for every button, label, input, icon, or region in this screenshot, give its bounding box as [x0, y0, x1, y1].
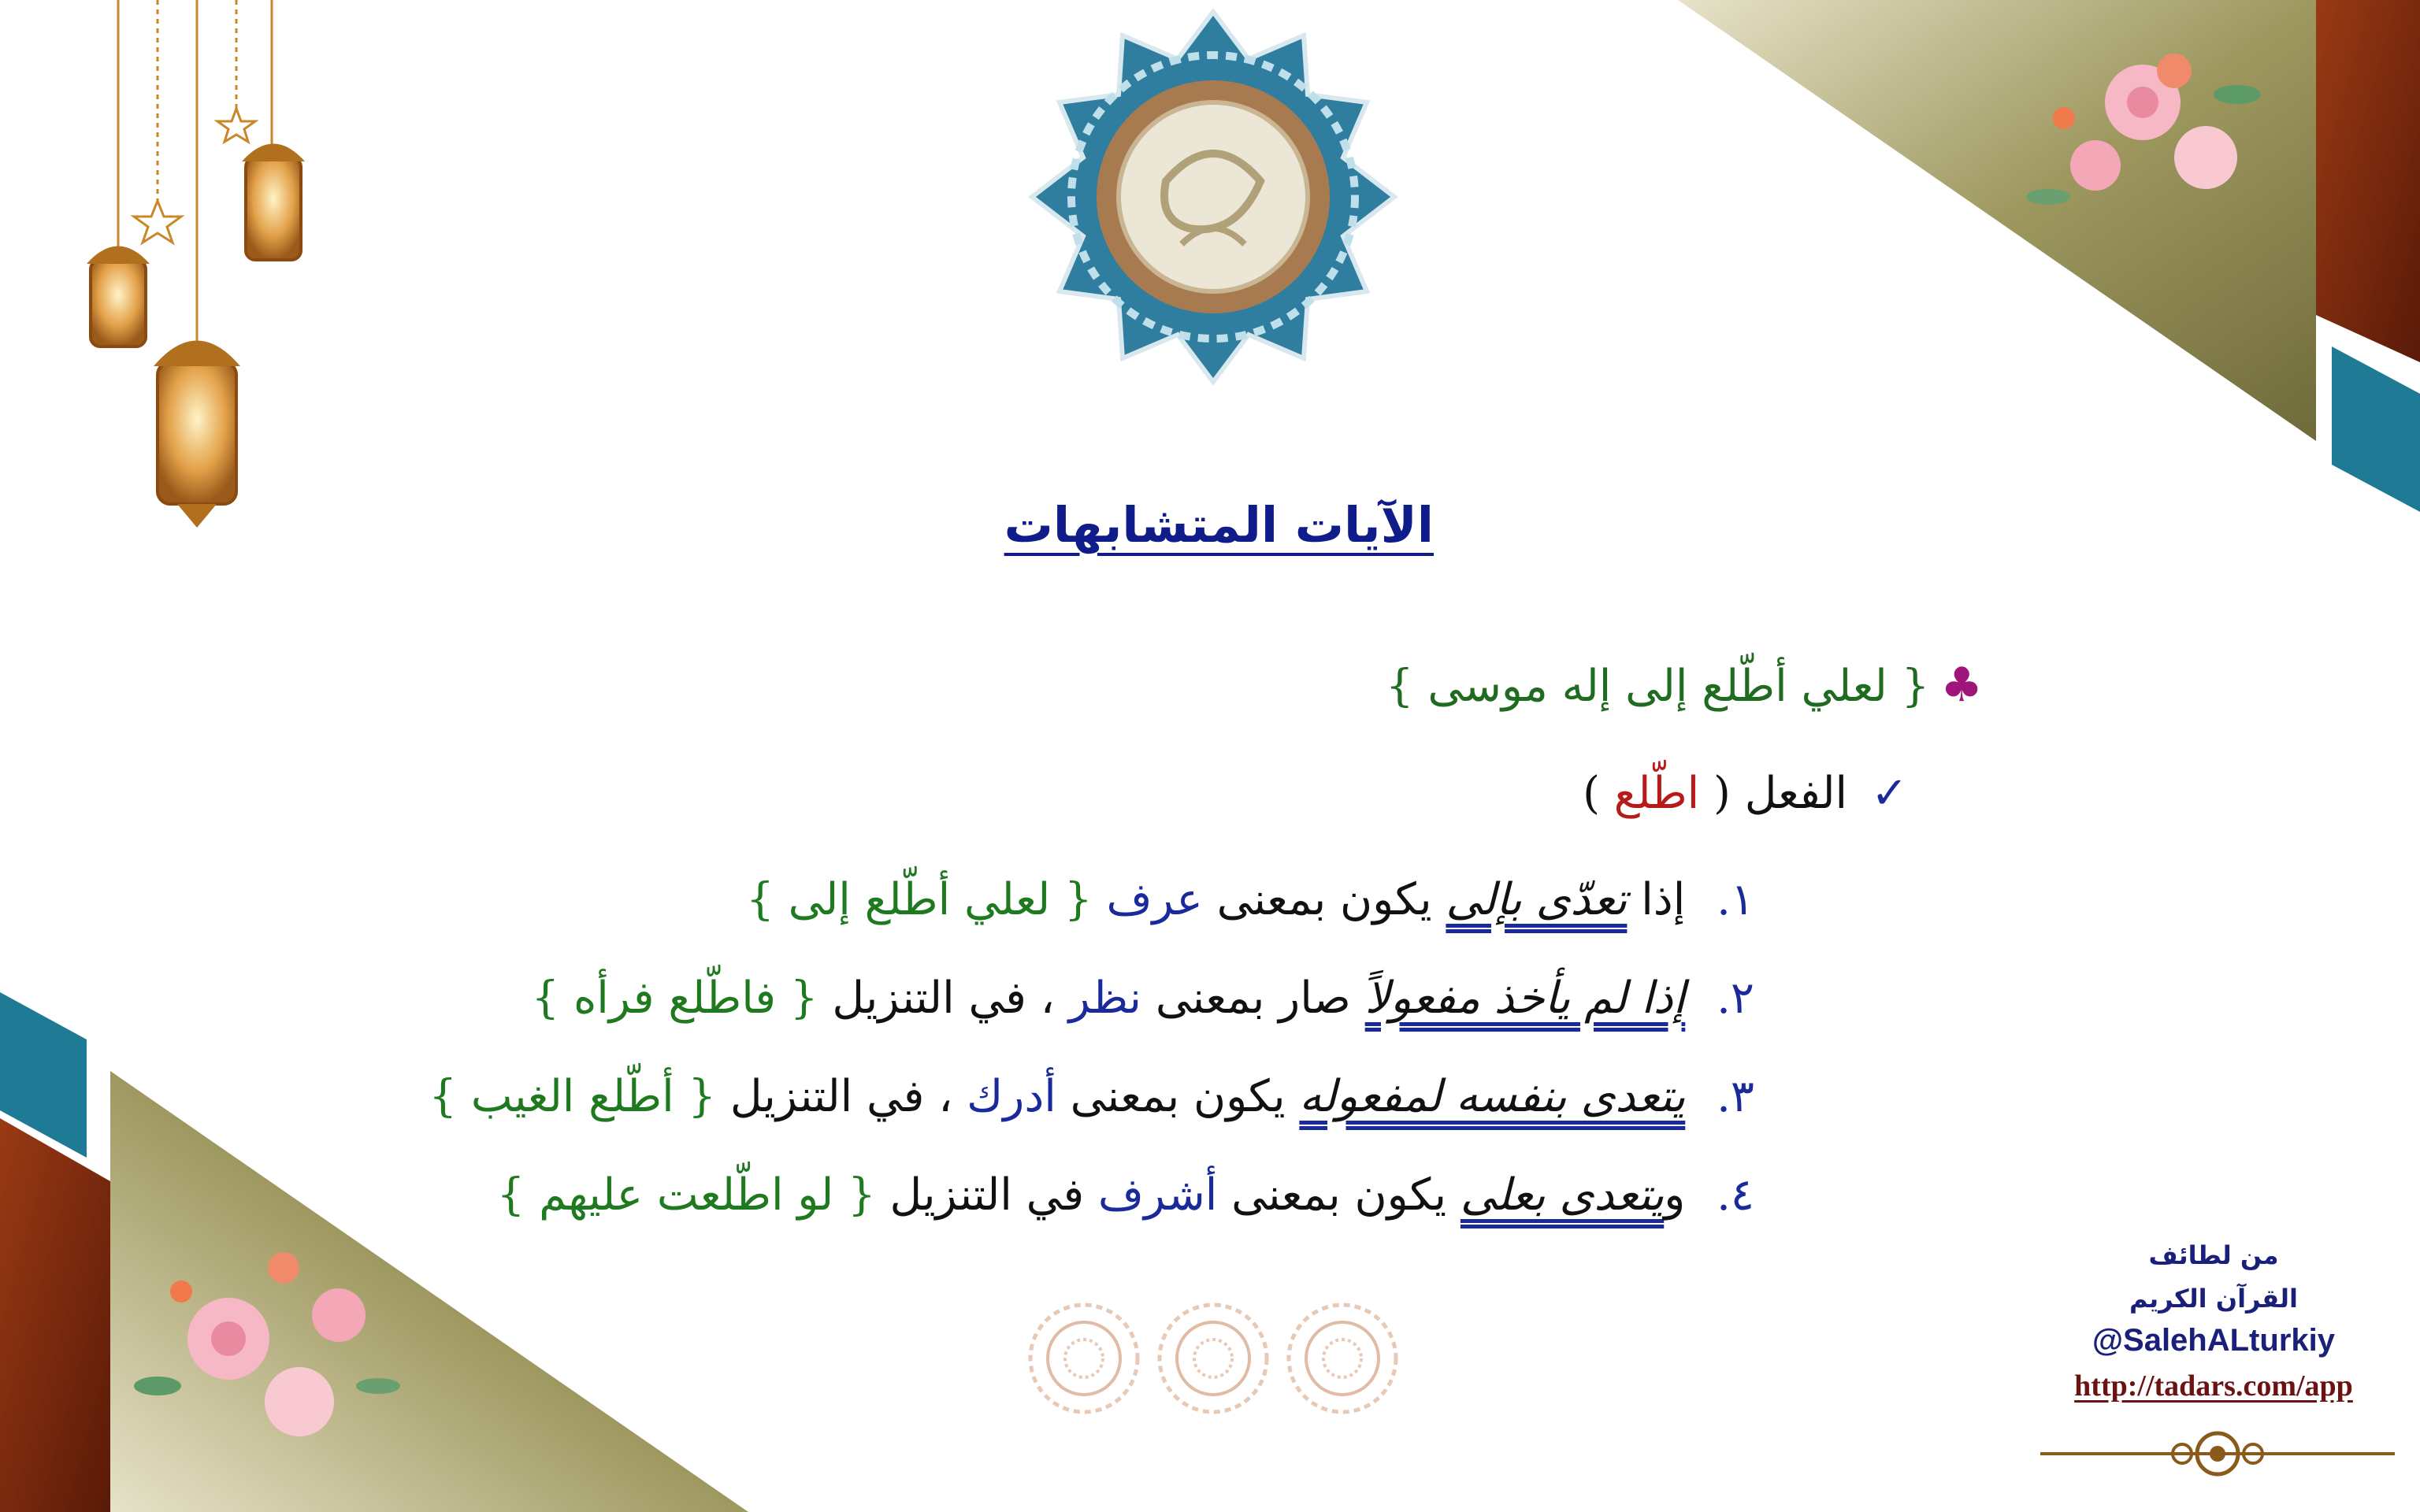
- rule-number: ١.: [1717, 874, 1754, 925]
- rule-meaning: نظر: [1068, 973, 1141, 1024]
- rule-middle: صار بمعنى: [1155, 973, 1351, 1024]
- rule-meaning: أدرك: [967, 1071, 1056, 1122]
- rule-number: ٢.: [1717, 973, 1754, 1024]
- list-item: [429, 1071, 1754, 1122]
- hanging-lanterns: [87, 0, 305, 528]
- rule-quote: { فاطّلع فرأه }: [531, 973, 818, 1024]
- page-title: الآيات المتشابهات: [1004, 496, 1434, 554]
- rule-lead: و: [1664, 1169, 1686, 1221]
- credit-line1: من لطائف: [2148, 1240, 2279, 1270]
- rule-quote: { لو اطّلعت عليهم }: [496, 1169, 876, 1221]
- rule-number: ٤.: [1717, 1169, 1754, 1221]
- quran-medallion: [1032, 12, 1394, 382]
- list-item: [532, 973, 1754, 1024]
- verse-text: { لعلي أطّلع إلى إله موسى }: [1385, 661, 1930, 712]
- rule-number: ٣.: [1717, 1071, 1754, 1122]
- verb-heading: [1583, 768, 1908, 819]
- rule-meaning: أشرف: [1097, 1169, 1218, 1221]
- list-item: [746, 874, 1754, 925]
- app-link[interactable]: http://tadars.com/app: [2074, 1369, 2353, 1403]
- bottom-left-corner: [0, 992, 748, 1512]
- verb-suffix: ): [1583, 768, 1600, 819]
- rule-meaning: عرف: [1106, 874, 1203, 925]
- list-item: [497, 1169, 1754, 1221]
- rule-quote: { لعلي أطّلع إلى }: [746, 874, 1093, 925]
- club-marker: ♣: [1940, 658, 1983, 713]
- rule-condition: يتعدى بعلى: [1460, 1169, 1665, 1221]
- rule-lead: إذا: [1641, 874, 1686, 925]
- check-icon: ✓: [1871, 768, 1908, 819]
- rule-tail: ، في التنزيل: [832, 973, 1055, 1024]
- verse-heading: [1386, 658, 1983, 713]
- twitter-handle[interactable]: @SalehALturkiy: [2092, 1323, 2335, 1358]
- rule-middle: يكون بمعنى: [1070, 1071, 1286, 1122]
- ornamental-divider: [2040, 1433, 2395, 1474]
- rule-tail: في التنزيل: [889, 1169, 1085, 1221]
- rule-condition: يتعدى بنفسه لمفعوله: [1299, 1071, 1686, 1122]
- rule-middle: يكون بمعنى: [1231, 1169, 1447, 1221]
- rule-quote: { أطّلع الغيب }: [429, 1071, 717, 1122]
- rule-middle: يكون بمعنى: [1216, 874, 1432, 925]
- verb-prefix: الفعل (: [1713, 768, 1848, 819]
- credit-line2: القرآن الكريم: [2129, 1284, 2298, 1314]
- rule-tail: ، في التنزيل: [729, 1071, 953, 1122]
- rule-condition: تعدّى بإلى: [1446, 874, 1628, 925]
- rule-condition: إذا لم يأخذ مفعولاً: [1364, 973, 1686, 1024]
- mandala-rosettes: [1030, 1305, 1396, 1412]
- verb-word: اطّلع: [1613, 768, 1700, 819]
- top-right-corner: [1678, 0, 2420, 512]
